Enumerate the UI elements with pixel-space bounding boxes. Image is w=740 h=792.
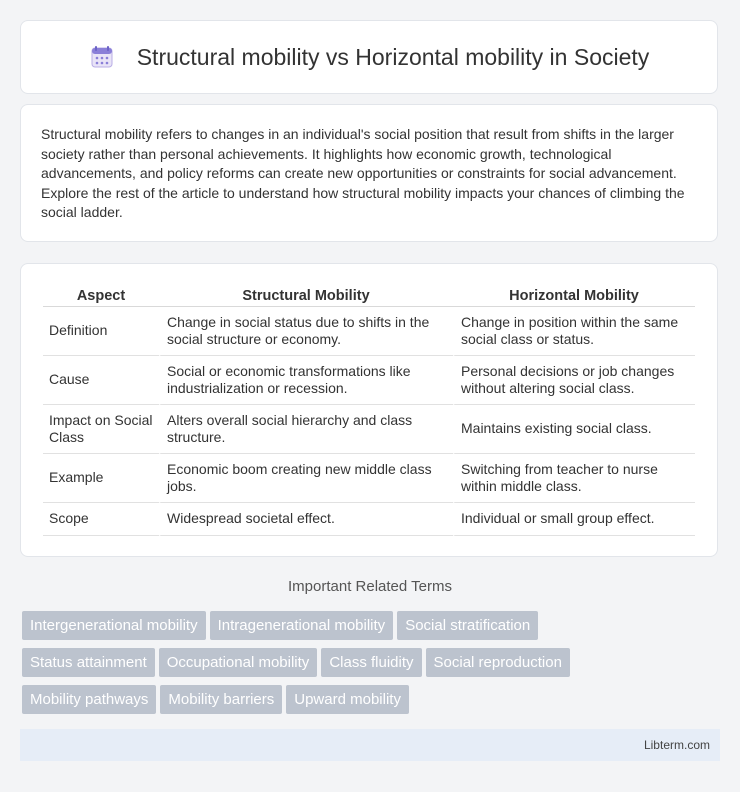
cell-horizontal: Change in position within the same social class or status. <box>453 307 695 356</box>
intro-text: Structural mobility refers to changes in an individual's social position that result from shifts in the larger society rather than personal achievements. It highlights how economic growth, technological advancements, and policy reforms can create new opportunities or constraints for social advancement. Explore the rest of the article to understand how structural mobility impacts your chances of climbing the social ladder. <box>41 126 685 220</box>
page-footer <box>20 729 720 761</box>
related-term-tag[interactable]: Upward mobility <box>286 685 409 714</box>
column-header-horizontal: Horizontal Mobility <box>453 284 695 307</box>
table-row <box>43 405 695 454</box>
related-term-tag[interactable]: Status attainment <box>22 648 155 677</box>
related-term-tag[interactable]: Mobility pathways <box>22 685 156 714</box>
related-term-tag[interactable]: Social reproduction <box>426 648 570 677</box>
cell-horizontal: Personal decisions or job changes without altering social class. <box>453 356 695 405</box>
column-header-structural: Structural Mobility <box>159 284 453 307</box>
cell-aspect: Definition <box>43 307 159 356</box>
related-terms-title: Important Related Terms <box>288 578 452 595</box>
cell-structural: Economic boom creating new middle class jobs. <box>159 454 453 503</box>
column-header-aspect: Aspect <box>43 284 159 307</box>
related-term-tag[interactable]: Mobility barriers <box>160 685 282 714</box>
table-row <box>43 454 695 503</box>
cell-structural: Change in social status due to shifts in the social structure or economy. <box>159 307 453 356</box>
cell-aspect: Impact on Social Class <box>43 405 159 454</box>
related-terms-list <box>22 611 722 722</box>
cell-horizontal: Maintains existing social class. <box>453 405 695 454</box>
cell-horizontal: Switching from teacher to nurse within middle class. <box>453 454 695 503</box>
comparison-table <box>43 284 695 536</box>
related-term-tag[interactable]: Intergenerational mobility <box>22 611 206 640</box>
page-header <box>20 20 718 94</box>
comparison-table-card <box>20 263 718 557</box>
cell-horizontal: Individual or small group effect. <box>453 503 695 536</box>
related-term-tag[interactable]: Class fluidity <box>321 648 421 677</box>
calendar-icon <box>89 44 115 70</box>
cell-structural: Alters overall social hierarchy and class structure. <box>159 405 453 454</box>
cell-structural: Social or economic transformations like industrialization or recession. <box>159 356 453 405</box>
cell-aspect: Scope <box>43 503 159 536</box>
related-term-tag[interactable]: Intragenerational mobility <box>210 611 394 640</box>
related-term-tag[interactable]: Social stratification <box>397 611 538 640</box>
footer-site-link[interactable]: Libterm.com <box>643 738 710 752</box>
page-title: Structural mobility vs Horizontal mobility in Society <box>136 43 650 70</box>
cell-aspect: Cause <box>43 356 159 405</box>
table-row <box>43 503 695 536</box>
related-term-tag[interactable]: Occupational mobility <box>159 648 318 677</box>
cell-structural: Widespread societal effect. <box>159 503 453 536</box>
table-row <box>43 356 695 405</box>
table-row <box>43 307 695 356</box>
intro-card <box>20 104 718 242</box>
cell-aspect: Example <box>43 454 159 503</box>
table-header-row <box>43 284 695 307</box>
